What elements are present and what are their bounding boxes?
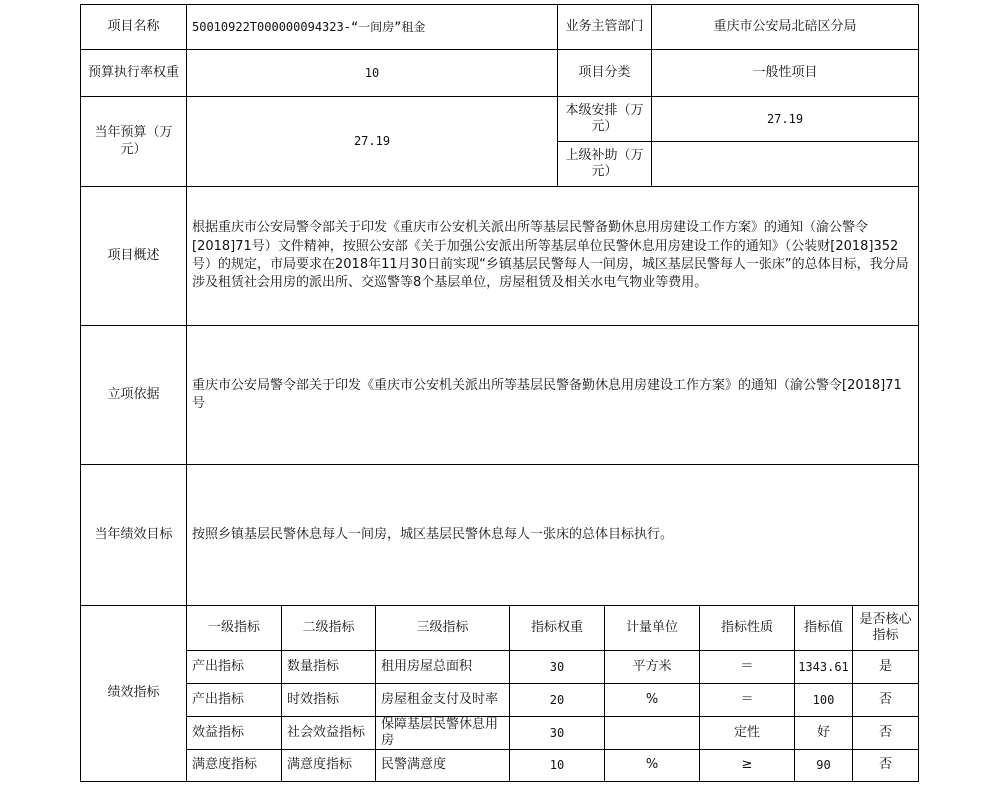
upper-subsidy-value — [651, 141, 919, 187]
indicator-cell: 1343.61 — [794, 650, 853, 684]
overview-label: 项目概述 — [80, 186, 187, 326]
overview-text: 根据重庆市公安局警令部关于印发《重庆市公安机关派出所等基层民警备勤休息用房建设工作方案》的通知（渝公警令[2018]71号）文件精神，按照公安部《关于加强公安派出所等基层单位民警休息用房建设工作的通知》（公装财[2018]352号）的规定，市局要求在2018年11月30日前实现“乡镇基层民警每人一间房，城区基层民警每人一张床”的总体目标，我分局涉及租赁社会用房的派出所、交巡警等8个基层单位，房屋租赁及相关水电气物业等费用。 — [186, 186, 919, 326]
indicator-header: 计量单位 — [604, 605, 700, 651]
indicator-header: 指标权重 — [509, 605, 605, 651]
indicator-cell: 20 — [509, 683, 605, 717]
goal-label: 当年绩效目标 — [80, 464, 187, 606]
indicator-cell: 产出指标 — [186, 683, 282, 717]
indicator-cell: ＝ — [699, 650, 795, 684]
indicator-cell: % — [604, 749, 700, 782]
indicator-cell: 好 — [794, 716, 853, 750]
indicator-cell: 100 — [794, 683, 853, 717]
upper-subsidy-label: 上级补助（万元） — [557, 141, 652, 187]
indicator-header: 二级指标 — [281, 605, 376, 651]
weight-value: 10 — [186, 49, 558, 97]
indicator-header: 指标值 — [794, 605, 853, 651]
indicator-cell: 平方米 — [604, 650, 700, 684]
basis-text: 重庆市公安局警令部关于印发《重庆市公安机关派出所等基层民警备勤休息用房建设工作方案》的通知（渝公警令[2018]71号 — [186, 325, 919, 465]
indicator-cell — [604, 716, 700, 750]
weight-label: 预算执行率权重 — [80, 49, 187, 97]
indicator-header: 一级指标 — [186, 605, 282, 651]
indicator-cell: 30 — [509, 716, 605, 750]
indicator-cell: 90 — [794, 749, 853, 782]
indicator-cell: 定性 — [699, 716, 795, 750]
indicator-cell: 满意度指标 — [281, 749, 376, 782]
project-name-value: 50010922T000000094323-“一间房”租金 — [186, 4, 558, 50]
indicator-cell: 否 — [852, 749, 919, 782]
local-arrangement-value: 27.19 — [651, 96, 919, 142]
indicator-header: 三级指标 — [375, 605, 510, 651]
indicator-cell: ≥ — [699, 749, 795, 782]
indicator-cell: 房屋租金支付及时率 — [375, 683, 510, 717]
dept-value: 重庆市公安局北碚区分局 — [651, 4, 919, 50]
indicator-cell: 30 — [509, 650, 605, 684]
project-name-label: 项目名称 — [80, 4, 187, 50]
local-arrangement-label: 本级安排（万元） — [557, 96, 652, 142]
category-label: 项目分类 — [557, 49, 652, 97]
indicator-cell: 数量指标 — [281, 650, 376, 684]
basis-label: 立项依据 — [80, 325, 187, 465]
indicator-cell: 保障基层民警休息用房 — [375, 716, 510, 750]
category-value: 一般性项目 — [651, 49, 919, 97]
indicator-cell: ＝ — [699, 683, 795, 717]
indicator-cell: 民警满意度 — [375, 749, 510, 782]
indicator-cell: 10 — [509, 749, 605, 782]
indicator-cell: 产出指标 — [186, 650, 282, 684]
indicators-label: 绩效指标 — [80, 605, 187, 782]
indicator-header: 指标性质 — [699, 605, 795, 651]
indicator-cell: 否 — [852, 716, 919, 750]
budget-value: 27.19 — [186, 96, 558, 187]
goal-text: 按照乡镇基层民警休息每人一间房，城区基层民警休息每人一张床的总体目标执行。 — [186, 464, 919, 606]
indicator-header: 是否核心指标 — [852, 605, 919, 651]
indicator-cell: 否 — [852, 683, 919, 717]
dept-label: 业务主管部门 — [557, 4, 652, 50]
indicator-cell: 是 — [852, 650, 919, 684]
budget-label: 当年预算（万元） — [80, 96, 187, 187]
indicator-cell: 效益指标 — [186, 716, 282, 750]
indicator-cell: 租用房屋总面积 — [375, 650, 510, 684]
indicator-cell: % — [604, 683, 700, 717]
indicator-cell: 社会效益指标 — [281, 716, 376, 750]
indicator-cell: 时效指标 — [281, 683, 376, 717]
indicator-cell: 满意度指标 — [186, 749, 282, 782]
